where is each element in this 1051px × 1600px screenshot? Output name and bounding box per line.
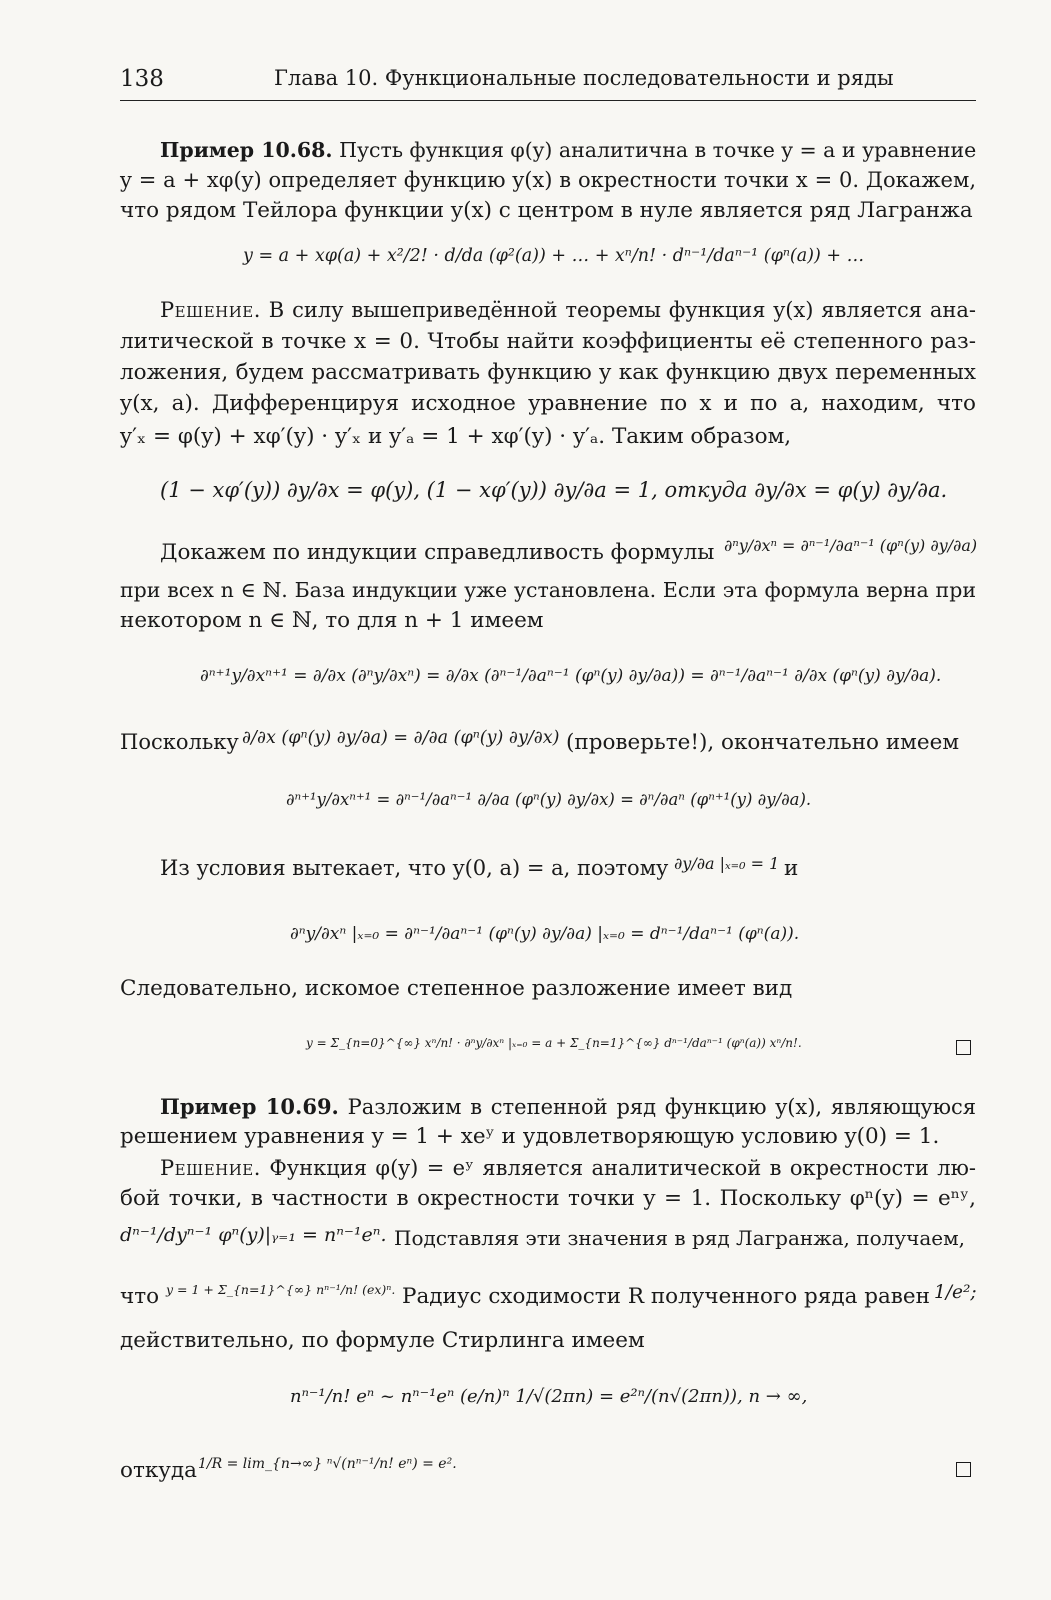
sol68-line-8: некотором n ∈ ℕ, то для n + 1 имеем — [120, 608, 544, 633]
sol68-line-6: Докажем по индукции справедливость формулы — [160, 540, 715, 565]
solution-label: Решение. — [160, 298, 261, 322]
ex68-line-3: что рядом Тейлора функции y(x) с центром в нуле является ряд Лагранжа — [120, 198, 973, 223]
sol68-line-4: y(x, a). Дифференцируя исходное уравнение по x и по a, находим, что — [120, 391, 976, 416]
sol68-since: Поскольку — [120, 730, 239, 754]
ex68-line-2: y = a + xφ(y) определяет функцию y(x) в окрестности точки x = 0. Докажем, — [120, 168, 976, 192]
eq-power-series: y = Σ_{n=0}^{∞} xⁿ/n! · ∂ⁿy/∂xⁿ |ₓ₌₀ = a + Σ_{n=1}^{∞} dⁿ⁻¹/daⁿ⁻¹ (φⁿ(a)) xⁿ/n!. — [306, 1036, 802, 1050]
sol68-line-1: Решение. В силу вышеприведённой теоремы функция y(x) является ана- — [160, 298, 976, 322]
ex69-line-2: решением уравнения y = 1 + xeʸ и удовлетворяющую условию y(0) = 1. — [120, 1124, 940, 1149]
induction-formula: ∂ⁿy/∂xⁿ = ∂ⁿ⁻¹/∂aⁿ⁻¹ (φⁿ(y) ∂y/∂a) — [724, 536, 978, 555]
eq-stirling: nⁿ⁻¹/n! eⁿ ~ nⁿ⁻¹eⁿ (e/n)ⁿ 1/√(2πn) = e²ⁿ/(n√(2πn)), n → ∞, — [290, 1386, 808, 1407]
sol68-line-10: Из условия вытекает, что y(0, a) = a, поэтому — [160, 856, 669, 880]
sol68-and: и — [784, 856, 799, 881]
eq-radius-limit: 1/R = lim_{n→∞} ⁿ√(nⁿ⁻¹/n! eⁿ) = e². — [198, 1456, 457, 1472]
qed-square-icon-2 — [956, 1462, 971, 1477]
sol69-line-5: действительно, по формуле Стирлинга имеем — [120, 1328, 645, 1353]
ex68-line-1: Пример 10.68. Пусть функция φ(y) аналитична в точке y = a и уравнение — [160, 138, 977, 162]
qed-square-icon — [956, 1040, 971, 1055]
header-rule — [120, 100, 976, 101]
page-header — [120, 66, 976, 100]
ex69-label: Пример 10.69. — [160, 1094, 339, 1119]
eq-at-zero: ∂ⁿy/∂xⁿ |ₓ₌₀ = ∂ⁿ⁻¹/∂aⁿ⁻¹ (φⁿ(y) ∂y/∂a) |ₓ₌₀ = dⁿ⁻¹/daⁿ⁻¹ (φⁿ(a)). — [290, 924, 800, 944]
sol69-radius: Радиус сходимости R полученного ряда равен — [402, 1284, 930, 1309]
sol68-line-11: Следовательно, искомое степенное разложение имеет вид — [120, 976, 793, 1001]
ex69-line-1: Пример 10.69. Разложим в степенной ряд функцию y(x), являющуюся — [160, 1094, 976, 1119]
running-title: Глава 10. Функциональные последовательности и ряды — [274, 66, 894, 90]
sol69-line-1: Решение. Функция φ(y) = eʸ является аналитической в окрестности лю- — [160, 1156, 976, 1180]
ex68-label: Пример 10.68. — [160, 138, 333, 162]
commute-formula: ∂/∂x (φⁿ(y) ∂y/∂a) = ∂/∂a (φⁿ(y) ∂y/∂x) — [242, 728, 560, 748]
sol69-line-3: Подставляя эти значения в ряд Лагранжа, получаем, — [394, 1226, 965, 1250]
sol69-whence: откуда — [120, 1458, 197, 1483]
sol68-line-7: при всех n ∈ ℕ. База индукции уже установлена. Если эта формула верна при — [120, 578, 976, 602]
sol68-line-3: ложения, будем рассматривать функцию y как функцию двух переменных — [120, 360, 976, 385]
sol68-line-2: литической в точке x = 0. Чтобы найти коэффициенты её степенного раз- — [120, 329, 976, 354]
sol69-line-2: бой точки, в частности в окрестности точки y = 1. Поскольку φⁿ(y) = eⁿʸ, — [120, 1186, 976, 1211]
eq-lagrange-series: y = a + xφ(a) + x²/2! · d/da (φ²(a)) + … + xⁿ/n! · dⁿ⁻¹/daⁿ⁻¹ (φⁿ(a)) + … — [243, 246, 865, 266]
eq-partial-derivatives: (1 − xφ′(y)) ∂y/∂x = φ(y), (1 − xφ′(y)) ∂y/∂a = 1, откуда ∂y/∂x = φ(y) ∂y/∂a. — [160, 478, 948, 502]
sol68-check: (проверьте!), окончательно имеем — [566, 730, 960, 755]
series-solution: y = 1 + Σ_{n=1}^{∞} nⁿ⁻¹/n! (ex)ⁿ. — [166, 1282, 396, 1297]
sol69-that: что — [120, 1284, 160, 1309]
derivative-at-one: dⁿ⁻¹/dyⁿ⁻¹ φⁿ(y)|ᵧ₌₁ = nⁿ⁻¹eⁿ. — [120, 1224, 387, 1246]
solution-label-2: Решение. — [160, 1156, 261, 1180]
sol68-line-5: y′ₓ = φ(y) + xφ′(y) · y′ₓ и y′ₐ = 1 + xφ′(y) · y′ₐ. Таким образом, — [120, 424, 792, 449]
boundary-formula: ∂y/∂a |ₓ₌₀ = 1 — [674, 854, 780, 873]
eq-final-induction: ∂ⁿ⁺¹y/∂xⁿ⁺¹ = ∂ⁿ⁻¹/∂aⁿ⁻¹ ∂/∂a (φⁿ(y) ∂y/∂x) = ∂ⁿ/∂aⁿ (φⁿ⁺¹(y) ∂y/∂a). — [286, 790, 812, 809]
page-number: 138 — [120, 66, 164, 92]
eq-induction-step: ∂ⁿ⁺¹y/∂xⁿ⁺¹ = ∂/∂x (∂ⁿy/∂xⁿ) = ∂/∂x (∂ⁿ⁻¹/∂aⁿ⁻¹ (φⁿ(y) ∂y/∂a)) = ∂ⁿ⁻¹/∂aⁿ⁻¹ ∂/∂x (φⁿ(y) ∂y/∂a). — [200, 666, 942, 686]
radius-value: 1/e²; — [934, 1282, 977, 1303]
